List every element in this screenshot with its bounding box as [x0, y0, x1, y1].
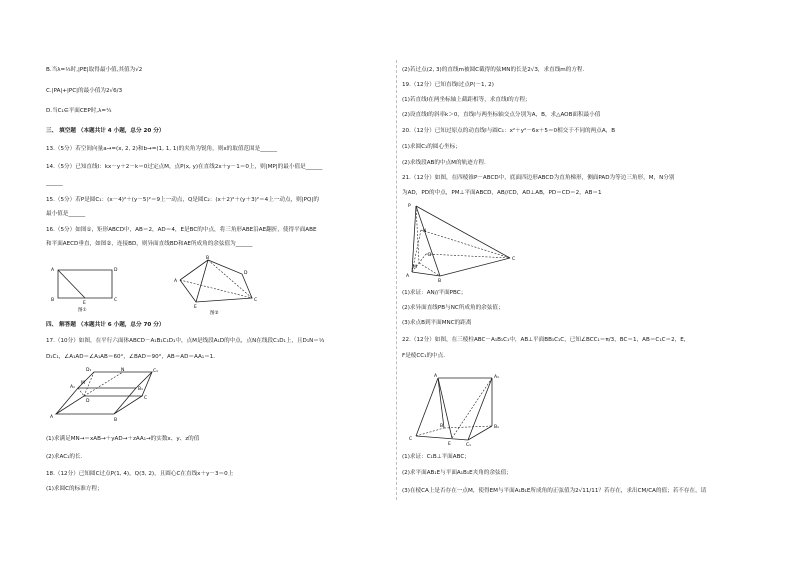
question-18: 18.（12分）已知圆C过点P(1, 4)，Q(3, 2)，且圆心C在直线x＋y－3＝0上	[46, 471, 234, 477]
option-d: D.当C₁∈平面CEP时,λ=¼	[46, 108, 112, 114]
question-21: 21.（12分）如图，在四棱锥P－ABCD中，底面四边形ABCD为直角梯形，侧面PAD为等边三角形，M，N分别	[402, 175, 675, 181]
question-22-cont: F是棱CC₁的中点.	[402, 353, 446, 359]
label-d: D	[86, 399, 90, 404]
question-17: 17.（10分）如图，在平行六面体ABCD－A₁B₁C₁D₁中，点M是线段A₁D的中点，点N在线段C₁D₁上，且D₁N＝⅓	[46, 338, 325, 344]
label-a1: A₁	[494, 375, 499, 380]
question-22-part1: (1)求证：C₁B⊥平面ABC；	[402, 454, 470, 460]
figure-1-caption: 图①	[78, 308, 87, 313]
label-c1: C₁	[466, 443, 471, 446]
label-d: D	[114, 268, 118, 273]
question-22-part3: (3)在棱CA上是否存在一点M，使得EM与平面A₁B₁E所成角的正弦值为2√11/11？若存在，求出CM/CA的值；若不存在，请	[402, 488, 707, 494]
question-18-part2: (2)若过点(2, 3)的直线m被圆C截得的弦MN的长是2√3，求直线m的方程.	[402, 67, 585, 73]
label-d2: D	[244, 271, 248, 276]
label-b: B	[51, 298, 55, 303]
label-a: A	[434, 374, 438, 379]
question-19-part1: (1)若直线l在两坐标轴上截距相等，求直线l的方程；	[402, 97, 531, 103]
label-a: A	[50, 415, 54, 420]
section-fill-in: 三、 填空题 （本题共计 4 小题，总分 20 分）	[46, 128, 165, 134]
question-22-part2: (2)求平面AB₁E与平面A₁B₁E夹角的余弦值；	[402, 470, 512, 476]
label-c: C	[114, 298, 118, 303]
question-20-part1: (1)求圆C₁的圆心坐标；	[402, 144, 461, 150]
label-a: A	[51, 268, 55, 273]
label-b1: B₁	[138, 387, 143, 392]
question-20: 20.（12分）已知过原点的动直线l与圆C₁：x²＋y²－6x＋5＝0相交于不同的两点A，B	[402, 128, 616, 134]
question-19-part2: (2)设直线l的斜率k＞0，直线l与两坐标轴交点分别为A，B，求△AOB面积最小值	[402, 112, 601, 118]
label-b: B	[114, 418, 118, 423]
label-n: N	[121, 368, 125, 373]
figure-2-caption: 图②	[210, 311, 219, 316]
question-16-cont: 和平面AECD垂直，如图②，连接BD，则异面直线BD和AE所成角的余弦值为______	[46, 241, 253, 247]
option-c: C.|PA|+|PC|的最小值为2√6/3	[46, 88, 123, 94]
question-15: 15.（5分）若P是圆C₁：(x－4)²＋(y－5)²＝9上一动点，Q是圆C₂：(x＋2)²＋(y＋3)²＝4上一动点，则|PQ|的	[46, 197, 319, 203]
question-22: 22.（12分）如图，在三棱柱ABC－A₁B₁C₁中，AB⊥平面BB₁C₁C，已知∠BCC₁＝π/3，BC＝1，AB＝C₁C＝2，E，	[402, 337, 690, 343]
figure-1-rectangle	[50, 262, 130, 314]
label-b: B	[440, 424, 444, 429]
label-d: D	[428, 253, 432, 258]
question-14-blank: ______	[46, 180, 63, 186]
question-19: 19.（12分）已知直线l过点P(－1, 2)	[402, 82, 494, 88]
label-p: P	[408, 204, 411, 209]
label-c1: C₁	[153, 369, 158, 374]
right-column	[402, 0, 752, 562]
label-n: N	[423, 229, 427, 234]
label-e2: E	[194, 305, 197, 310]
figure-17-parallelepiped	[48, 366, 160, 428]
question-15-cont: 最小值是______	[46, 211, 86, 217]
question-14: 14.（5分）已知直线l：kx－y＋2－k＝0过定点M，点P(x, y)在直线2x＋y－1＝0上，则|MP|的最小值是______	[46, 164, 323, 170]
column-divider	[396, 60, 397, 500]
label-e: E	[448, 442, 451, 446]
label-m: M	[413, 265, 417, 270]
question-18-part1: (1)求圆C的标准方程；	[46, 486, 103, 492]
label-b1: B₁	[494, 425, 499, 430]
label-a2: A	[174, 279, 178, 284]
question-21-part2: (2)求异面直线PB与NC所成角的余弦值；	[402, 305, 504, 311]
label-c: C	[144, 396, 148, 401]
question-21-part1: (1)求证：AN//平面PBC；	[402, 290, 467, 296]
question-17-cont: D₁C₁，∠A₁AD＝∠A₁AB＝60°，∠BAD＝90°，AB＝AD＝AA₁＝1．	[46, 354, 219, 360]
question-13: 13.（5分）若空间向量a→=(x, 2, 2)和b→=(1, 1, 1)的夹角为锐角，则x的取值范围是______	[46, 146, 277, 152]
question-20-part2: (2)求线段AB的中点M的轨迹方程.	[402, 160, 486, 166]
question-16: 16.（5分）如图①，矩形ABCD中，AB＝2，AD＝4，E是BC的中点，将三角形ABE沿AE翻折，使得平面ABE	[46, 227, 317, 233]
label-b: B	[438, 279, 442, 282]
label-c: C	[409, 437, 413, 442]
label-a1: A₁	[70, 385, 75, 390]
question-21-cont: 为AD，PD的中点，PM⊥平面ABCD，AB//CD，AD⊥AB，PD＝CD＝2，AB＝1	[402, 190, 602, 196]
question-21-part3: (3)求点B到平面MNC的距离	[402, 320, 472, 326]
question-17-part1: (1)求满足MN→＝xAB→＋yAD→＋zAA₁→的实数x、y、z的值	[46, 436, 200, 442]
figure-2-folded	[170, 254, 260, 316]
question-17-part2: (2)求AC₁的长.	[46, 454, 83, 460]
label-c2: C	[254, 298, 258, 303]
label-m: M	[81, 381, 85, 386]
option-b: B.当λ=⅓时,|PE|取得最小值,其值为√2	[46, 67, 143, 73]
left-column	[46, 0, 391, 562]
label-e: E	[83, 301, 86, 306]
label-d1: D₁	[86, 368, 92, 373]
section-answer: 四、 解答题 （本题共计 6 小题，总分 70 分）	[46, 322, 165, 328]
figure-21-pyramid	[404, 198, 528, 282]
label-c: C	[512, 257, 516, 262]
label-b2: B	[206, 256, 210, 261]
figure-22-prism	[406, 370, 510, 446]
label-a: A	[406, 274, 410, 279]
